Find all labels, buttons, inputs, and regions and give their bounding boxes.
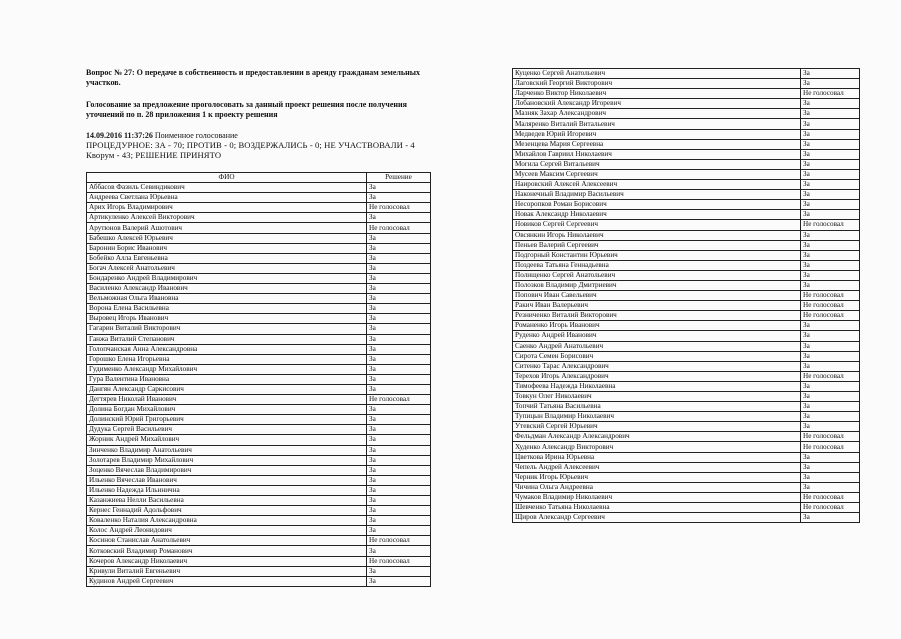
voter-name: Ганжа Виталий Степанович (87, 334, 367, 344)
table-row (513, 321, 860, 331)
table-row (513, 109, 860, 119)
voter-name: Сирота Семен Борисович (513, 351, 801, 361)
table-row (513, 220, 860, 230)
vote-decision: За (801, 270, 860, 280)
vote-decision: За (801, 482, 860, 492)
voter-name: Зинченко Владимир Анатольевич (87, 445, 367, 455)
voter-name: Баронин Борис Иванович (87, 243, 367, 253)
voter-name: Золотарев Владимир Михайлович (87, 455, 367, 465)
voter-name: Бондаренко Андрей Владимирович (87, 273, 367, 283)
vote-decision: Не голосовал (367, 203, 431, 213)
table-row (87, 405, 431, 415)
table-row (513, 139, 860, 149)
table-row (513, 513, 860, 523)
vote-decision: За (367, 455, 431, 465)
table-row (513, 311, 860, 321)
table-row (513, 159, 860, 169)
voter-name: Полозков Владимир Дмитриевич (513, 280, 801, 290)
vote-decision: За (801, 351, 860, 361)
vote-decision: За (367, 233, 431, 243)
table-row (87, 506, 431, 516)
vote-decision: За (367, 374, 431, 384)
column-header-name: ФИО (87, 173, 367, 183)
table-row (513, 250, 860, 260)
vote-decision: Не голосовал (801, 371, 860, 381)
voter-name: Кривули Виталий Евгеньевич (87, 566, 367, 576)
table-row (87, 374, 431, 384)
voter-name: Щиров Александр Сергеевич (513, 513, 801, 523)
table-row (87, 435, 431, 445)
voter-name: Пеньев Валерий Сергеевич (513, 240, 801, 250)
voter-name: Мусеев Максим Сергеевич (513, 169, 801, 179)
voter-name: Ильенко Вячеслав Иванович (87, 475, 367, 485)
table-row (87, 273, 431, 283)
voter-name: Новиков Сергей Сергеевич (513, 220, 801, 230)
vote-decision: За (367, 496, 431, 506)
vote-decision: За (367, 213, 431, 223)
table-row (513, 472, 860, 482)
votes-table-left (86, 172, 431, 587)
vote-decision: Не голосовал (367, 223, 431, 233)
vote-decision: За (801, 462, 860, 472)
voter-name: Бабешко Алексей Юрьевич (87, 233, 367, 243)
voter-name: Утевский Сергей Юрьевич (513, 422, 801, 432)
table-row (87, 203, 431, 213)
vote-decision: За (801, 381, 860, 391)
table-row (87, 354, 431, 364)
table-row (513, 149, 860, 159)
vote-decision: За (801, 260, 860, 270)
vote-decision: За (367, 263, 431, 273)
vote-decision: За (801, 109, 860, 119)
voter-name: Терехов Игорь Александрович (513, 371, 801, 381)
vote-decision: За (367, 314, 431, 324)
voter-name: Богач Алексей Анатольевич (87, 263, 367, 273)
voter-name: Василенко Александр Иванович (87, 284, 367, 294)
voter-name: Андреева Светлана Юрьевна (87, 193, 367, 203)
vote-decision: За (367, 475, 431, 485)
vote-decision: Не голосовал (367, 395, 431, 405)
voter-name: Наконечный Владимир Васильевич (513, 190, 801, 200)
vote-decision: За (801, 99, 860, 109)
vote-decision: Не голосовал (367, 536, 431, 546)
vote-decision: Не голосовал (801, 220, 860, 230)
table-row (87, 425, 431, 435)
votes-table-right-body (513, 69, 860, 523)
table-row (513, 69, 860, 79)
voter-name: Выровец Игорь Иванович (87, 314, 367, 324)
vote-decision: За (801, 190, 860, 200)
table-row (87, 364, 431, 374)
vote-decision: Не голосовал (801, 492, 860, 502)
table-row (513, 462, 860, 472)
vote-decision: За (801, 412, 860, 422)
voter-name: Казанжиева Нелли Васильевна (87, 496, 367, 506)
voter-name: Несоропков Роман Борисович (513, 200, 801, 210)
vote-decision: За (801, 422, 860, 432)
voter-name: Бобейко Алла Евгеньевна (87, 253, 367, 263)
voter-name: Тупицын Владимир Николаевич (513, 412, 801, 422)
table-row (513, 99, 860, 109)
vote-decision: За (367, 384, 431, 394)
vote-decision: За (367, 465, 431, 475)
vote-decision: За (801, 321, 860, 331)
table-row (513, 270, 860, 280)
voter-name: Маляренко Виталий Витальевич (513, 119, 801, 129)
table-header-row (87, 173, 431, 183)
vote-decision: За (367, 243, 431, 253)
voter-name: Мазняк Захар Александрович (513, 109, 801, 119)
table-row (87, 576, 431, 586)
voter-name: Овсянкин Игорь Николаевич (513, 230, 801, 240)
vote-decision: Не голосовал (801, 89, 860, 99)
vote-decision: За (367, 425, 431, 435)
table-row (87, 253, 431, 263)
vote-decision: За (367, 334, 431, 344)
vote-decision: За (801, 79, 860, 89)
voter-name: Гагарин Виталий Викторович (87, 324, 367, 334)
vote-decision: За (801, 513, 860, 523)
table-row (513, 381, 860, 391)
voter-name: Колос Андрей Леонидович (87, 526, 367, 536)
voter-name: Новак Александр Николаевич (513, 210, 801, 220)
table-row (87, 455, 431, 465)
table-row (513, 422, 860, 432)
vote-decision: Не голосовал (367, 556, 431, 566)
vote-decision: Не голосовал (801, 442, 860, 452)
voter-name: Кочеров Александр Николаевич (87, 556, 367, 566)
voter-name: Арутюнов Валерий Ашотович (87, 223, 367, 233)
table-row (513, 280, 860, 290)
voter-name: Дангян Александр Саркисович (87, 384, 367, 394)
vote-decision: За (801, 200, 860, 210)
voter-name: Голопчанская Анна Александровна (87, 344, 367, 354)
voter-name: Коваленко Наталия Александровна (87, 516, 367, 526)
table-row (87, 233, 431, 243)
voter-name: Фельдман Александр Александрович (513, 432, 801, 442)
quorum-result: Кворум - 43; РЕШЕНИЕ ПРИНЯТО (86, 150, 222, 160)
voter-name: Дегтярев Николай Иванович (87, 395, 367, 405)
voter-name: Тимофеева Надежда Николаевна (513, 381, 801, 391)
voter-name: Попович Иван Савельевич (513, 291, 801, 301)
vote-decision: За (801, 180, 860, 190)
table-row (87, 496, 431, 506)
voter-name: Лобановский Александр Игоревич (513, 99, 801, 109)
table-row (513, 190, 860, 200)
column-header-decision: Решение (367, 173, 431, 183)
table-row (87, 314, 431, 324)
table-row (513, 402, 860, 412)
table-row (513, 361, 860, 371)
table-row (87, 485, 431, 495)
voter-name: Подгорный Константин Юрьевич (513, 250, 801, 260)
table-row (513, 79, 860, 89)
table-row (513, 432, 860, 442)
voter-name: Михайлов Гавриил Николаевич (513, 149, 801, 159)
table-row (87, 284, 431, 294)
vote-decision: За (801, 169, 860, 179)
voter-name: Цветкова Ирина Юрьевна (513, 452, 801, 462)
table-row (87, 213, 431, 223)
vote-decision: Не голосовал (801, 432, 860, 442)
voter-name: Худенко Александр Викторович (513, 442, 801, 452)
vote-decision: За (367, 273, 431, 283)
voter-name: Кернес Геннадий Адольфович (87, 506, 367, 516)
vote-decision: За (367, 253, 431, 263)
table-row (513, 89, 860, 99)
vote-decision: За (801, 361, 860, 371)
vote-decision: За (367, 546, 431, 556)
table-row (513, 169, 860, 179)
table-row (87, 384, 431, 394)
vote-decision: За (367, 435, 431, 445)
vote-decision: За (367, 516, 431, 526)
vote-decision: За (367, 566, 431, 576)
vote-decision: За (367, 324, 431, 334)
voter-name: Руденко Андрей Иванович (513, 331, 801, 341)
vote-decision: За (801, 392, 860, 402)
voter-name: Могила Сергей Витальевич (513, 159, 801, 169)
voter-name: Романенко Игорь Иванович (513, 321, 801, 331)
table-row (513, 503, 860, 513)
table-row (513, 260, 860, 270)
voter-name: Зоценко Вячеслав Владимирович (87, 465, 367, 475)
vote-decision: За (367, 294, 431, 304)
table-row (87, 465, 431, 475)
table-row (87, 334, 431, 344)
vote-decision: За (367, 506, 431, 516)
voter-name: Товкун Олег Николаевич (513, 392, 801, 402)
table-row (87, 304, 431, 314)
voter-name: Артикуленко Алексей Викторович (87, 213, 367, 223)
table-row (513, 301, 860, 311)
table-row (87, 445, 431, 455)
vote-decision: За (367, 364, 431, 374)
vote-decision: За (367, 183, 431, 193)
table-row (513, 371, 860, 381)
table-row (87, 263, 431, 273)
voting-subject: Голосование за предложение проголосовать за данный проект решения после получения уточнений по п. 28 приложения 1 к проекту решения (86, 100, 407, 119)
vote-decision: За (801, 149, 860, 159)
vote-decision: За (367, 405, 431, 415)
voter-name: Наировский Алексей Алексеевич (513, 180, 801, 190)
voter-name: Резниченко Виталий Викторович (513, 311, 801, 321)
voter-name: Ларченко Виктор Николаевич (513, 89, 801, 99)
vote-datetime: 14.09.2016 11:37:26 (86, 131, 153, 140)
vote-decision: За (367, 415, 431, 425)
vote-decision: За (801, 341, 860, 351)
vote-decision: За (367, 576, 431, 586)
table-row (513, 341, 860, 351)
voter-name: Долинский Юрий Григорьевич (87, 415, 367, 425)
vote-type: Поименное голосование (154, 131, 238, 140)
table-row (513, 119, 860, 129)
voter-name: Горошко Елена Игорьевна (87, 354, 367, 364)
vote-decision: За (367, 485, 431, 495)
votes-table-right (512, 68, 860, 523)
vote-decision: За (801, 159, 860, 169)
table-row (513, 492, 860, 502)
voter-name: Ворона Елена Васильевна (87, 304, 367, 314)
vote-decision: За (367, 445, 431, 455)
vote-decision: За (367, 354, 431, 364)
vote-decision: За (801, 240, 860, 250)
vote-decision: За (801, 129, 860, 139)
voter-name: Медведев Юрий Игоревич (513, 129, 801, 139)
voter-name: Косинов Станислав Анатольевич (87, 536, 367, 546)
voter-name: Черник Игорь Юрьевич (513, 472, 801, 482)
table-row (87, 294, 431, 304)
vote-decision: За (801, 119, 860, 129)
vote-decision: За (801, 250, 860, 260)
voter-name: Дудука Сергей Васильевич (87, 425, 367, 435)
question-title: Вопрос № 27: О передаче в собственность и предоставлении в аренду гражданам земельных участков. (86, 68, 420, 87)
voter-name: Лаговский Георгий Викторович (513, 79, 801, 89)
voter-name: Саенко Андрей Анатольевич (513, 341, 801, 351)
vote-decision: Не голосовал (801, 503, 860, 513)
vote-decision: За (801, 69, 860, 79)
vote-decision: За (367, 526, 431, 536)
voter-name: Топчий Татьяна Васильевна (513, 402, 801, 412)
vote-decision: За (801, 331, 860, 341)
voter-name: Куценко Сергей Анатольевич (513, 69, 801, 79)
table-row (87, 324, 431, 334)
table-row (87, 526, 431, 536)
table-row (87, 566, 431, 576)
vote-decision: Не голосовал (801, 311, 860, 321)
table-row (87, 556, 431, 566)
table-row (513, 240, 860, 250)
voter-name: Котковский Владимир Романович (87, 546, 367, 556)
vote-decision: Не голосовал (801, 301, 860, 311)
table-row (513, 331, 860, 341)
vote-decision: За (801, 452, 860, 462)
table-row (513, 200, 860, 210)
voter-name: Вельможная Ольга Ивановна (87, 294, 367, 304)
voter-name: Полищенко Сергей Анатольевич (513, 270, 801, 280)
vote-decision: За (801, 230, 860, 240)
vote-decision: За (801, 472, 860, 482)
table-row (513, 442, 860, 452)
table-row (87, 475, 431, 485)
vote-decision: За (367, 304, 431, 314)
voter-name: Ракич Иван Валерьевич (513, 301, 801, 311)
vote-decision: За (801, 280, 860, 290)
document-header (86, 68, 431, 160)
table-row (513, 482, 860, 492)
table-row (513, 230, 860, 240)
voter-name: Мезенцева Мария Сергеевна (513, 139, 801, 149)
voter-name: Кудинов Андрей Сергеевич (87, 576, 367, 586)
voter-name: Поздеева Татьяна Геннадьевна (513, 260, 801, 270)
vote-decision: За (367, 344, 431, 354)
table-row (513, 351, 860, 361)
table-row (87, 193, 431, 203)
table-row (513, 291, 860, 301)
table-row (87, 223, 431, 233)
table-row (513, 412, 860, 422)
table-row (87, 395, 431, 405)
voter-name: Чепель Андрей Алексеевич (513, 462, 801, 472)
vote-decision: Не голосовал (801, 291, 860, 301)
table-row (87, 243, 431, 253)
table-row (87, 344, 431, 354)
table-row (87, 183, 431, 193)
voter-name: Долина Богдан Михайлович (87, 405, 367, 415)
table-row (87, 516, 431, 526)
voter-name: Ильенко Надежда Ильинична (87, 485, 367, 495)
voter-name: Чичина Ольга Андреевна (513, 482, 801, 492)
voter-name: Шевченко Татьяна Николаевна (513, 503, 801, 513)
table-row (513, 180, 860, 190)
vote-meta (86, 131, 431, 140)
vote-decision: За (801, 210, 860, 220)
table-row (87, 415, 431, 425)
table-row (513, 210, 860, 220)
voter-name: Чумаков Владимир Николаевич (513, 492, 801, 502)
votes-table-left-body (87, 183, 431, 587)
procedural-result: ПРОЦЕДУРНОЕ: ЗА - 70; ПРОТИВ - 0; ВОЗДЕРЖАЛИСЬ - 0; НЕ УЧАСТВОВАЛИ - 4 (86, 140, 415, 150)
table-row (87, 546, 431, 556)
table-row (513, 129, 860, 139)
voter-name: Аббасов Фазиль Севиндикович (87, 183, 367, 193)
voter-name: Жорник Андрей Михайлович (87, 435, 367, 445)
table-row (513, 452, 860, 462)
voter-name: Арих Игорь Владимирович (87, 203, 367, 213)
table-row (513, 392, 860, 402)
table-row (87, 536, 431, 546)
vote-decision: За (367, 284, 431, 294)
vote-decision: За (367, 193, 431, 203)
voter-name: Ситенко Тарас Александрович (513, 361, 801, 371)
voter-name: Гудименко Александр Михайлович (87, 364, 367, 374)
vote-decision: За (801, 139, 860, 149)
voter-name: Гура Валентина Ивановна (87, 374, 367, 384)
vote-decision: За (801, 402, 860, 412)
